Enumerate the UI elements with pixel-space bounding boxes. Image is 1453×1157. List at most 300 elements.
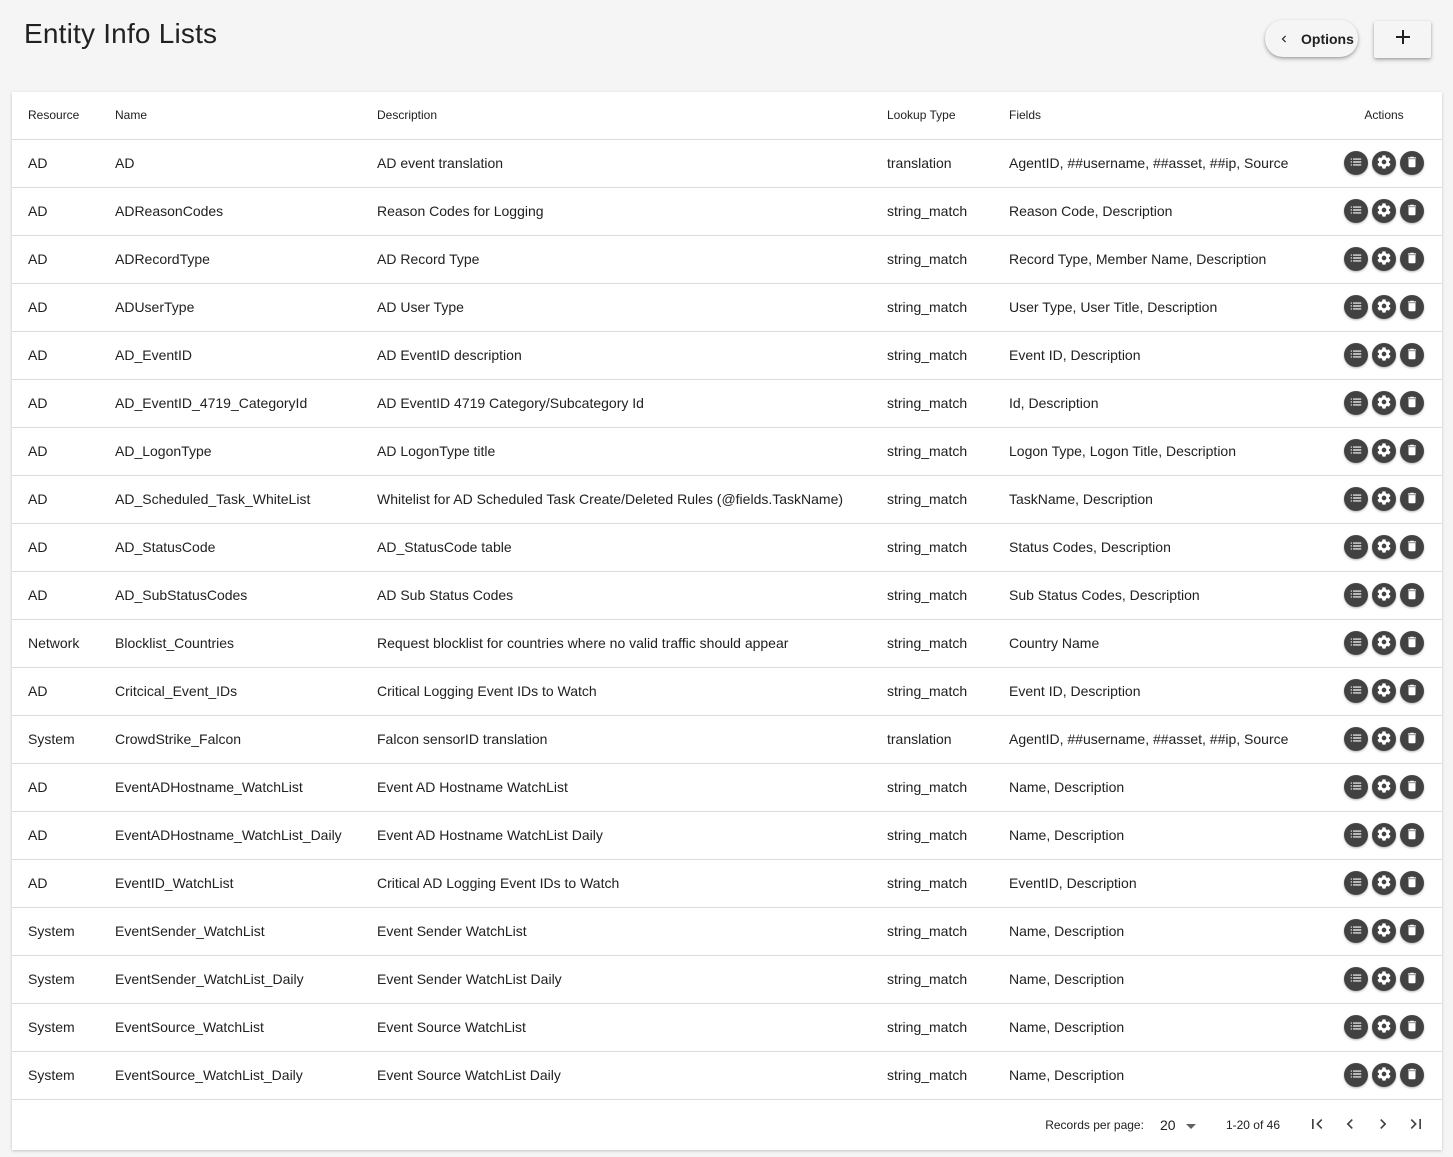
table-row[interactable] <box>12 571 1442 619</box>
gear-icon <box>1376 346 1392 365</box>
settings-button[interactable] <box>1372 151 1396 175</box>
cell-description: Event Sender WatchList Daily <box>377 955 887 1003</box>
row-actions <box>1326 295 1442 319</box>
cell-resource: System <box>12 715 115 763</box>
table-row[interactable] <box>12 1003 1442 1051</box>
delete-button[interactable] <box>1400 775 1424 799</box>
trash-icon <box>1405 347 1419 364</box>
list-icon <box>1349 683 1363 700</box>
rows-per-page-label: Records per page: <box>1045 1118 1144 1132</box>
view-items-button[interactable] <box>1344 247 1368 271</box>
list-icon <box>1349 539 1363 556</box>
gear-icon <box>1376 922 1392 941</box>
options-button[interactable] <box>1265 20 1358 57</box>
cell-actions <box>1326 811 1442 859</box>
cell-fields: Name, Description <box>1009 1051 1326 1099</box>
settings-button[interactable] <box>1372 871 1396 895</box>
table-row[interactable] <box>12 187 1442 235</box>
row-actions <box>1326 439 1442 463</box>
delete-button[interactable] <box>1400 919 1424 943</box>
table-row[interactable] <box>12 523 1442 571</box>
cell-name: AD <box>115 139 377 187</box>
table-row[interactable] <box>12 955 1442 1003</box>
view-items-button[interactable] <box>1344 823 1368 847</box>
cell-actions <box>1326 907 1442 955</box>
view-items-button[interactable] <box>1344 295 1368 319</box>
table-body <box>12 139 1442 1099</box>
cell-actions <box>1326 955 1442 1003</box>
caret-down-icon <box>1186 1117 1196 1133</box>
trash-icon <box>1405 299 1419 316</box>
delete-button[interactable] <box>1400 247 1424 271</box>
column-header-fields[interactable]: Fields <box>1009 92 1326 139</box>
view-items-button[interactable] <box>1344 1015 1368 1039</box>
cell-resource: AD <box>12 667 115 715</box>
row-actions <box>1326 199 1442 223</box>
cell-resource: AD <box>12 235 115 283</box>
cell-actions <box>1326 859 1442 907</box>
cell-lookup-type: string_match <box>887 907 1009 955</box>
cell-lookup-type: string_match <box>887 955 1009 1003</box>
cell-name: AD_SubStatusCodes <box>115 571 377 619</box>
table-row[interactable] <box>12 715 1442 763</box>
cell-name: EventSender_WatchList <box>115 907 377 955</box>
cell-lookup-type: translation <box>887 139 1009 187</box>
cell-fields: Name, Description <box>1009 1003 1326 1051</box>
cell-actions <box>1326 523 1442 571</box>
next-page-icon <box>1373 1114 1393 1137</box>
settings-button[interactable] <box>1372 727 1396 751</box>
delete-button[interactable] <box>1400 967 1424 991</box>
gear-icon <box>1376 154 1392 173</box>
cell-name: ADRecordType <box>115 235 377 283</box>
pagination-footer <box>12 1100 1442 1150</box>
cell-description: AD Record Type <box>377 235 887 283</box>
delete-button[interactable] <box>1400 871 1424 895</box>
settings-button[interactable] <box>1372 295 1396 319</box>
delete-button[interactable] <box>1400 1063 1424 1087</box>
row-actions <box>1326 919 1442 943</box>
column-header-description[interactable]: Description <box>377 92 887 139</box>
settings-button[interactable] <box>1372 967 1396 991</box>
cell-actions <box>1326 667 1442 715</box>
gear-icon <box>1376 778 1392 797</box>
last-page-icon <box>1406 1114 1426 1137</box>
cell-name: EventID_WatchList <box>115 859 377 907</box>
cell-name: AD_LogonType <box>115 427 377 475</box>
view-items-button[interactable] <box>1344 967 1368 991</box>
row-actions <box>1326 583 1442 607</box>
chevron-left-icon <box>1275 30 1293 48</box>
trash-icon <box>1405 1019 1419 1036</box>
cell-resource: AD <box>12 427 115 475</box>
cell-actions <box>1326 235 1442 283</box>
settings-button[interactable] <box>1372 535 1396 559</box>
row-actions <box>1326 775 1442 799</box>
cell-lookup-type: string_match <box>887 859 1009 907</box>
cell-description: AD_StatusCode table <box>377 523 887 571</box>
list-icon <box>1349 203 1363 220</box>
delete-button[interactable] <box>1400 535 1424 559</box>
cell-name: AD_StatusCode <box>115 523 377 571</box>
row-actions <box>1326 391 1442 415</box>
row-actions <box>1326 727 1442 751</box>
cell-actions <box>1326 139 1442 187</box>
cell-actions <box>1326 763 1442 811</box>
cell-fields: AgentID, ##username, ##asset, ##ip, Source <box>1009 139 1326 187</box>
cell-fields: Name, Description <box>1009 811 1326 859</box>
cell-actions <box>1326 427 1442 475</box>
list-icon <box>1349 731 1363 748</box>
cell-lookup-type: string_match <box>887 1003 1009 1051</box>
list-icon <box>1349 155 1363 172</box>
cell-name: EventADHostname_WatchList_Daily <box>115 811 377 859</box>
cell-name: CrowdStrike_Falcon <box>115 715 377 763</box>
trash-icon <box>1405 635 1419 652</box>
cell-resource: System <box>12 907 115 955</box>
list-icon <box>1349 443 1363 460</box>
gear-icon <box>1376 682 1392 701</box>
list-icon <box>1349 875 1363 892</box>
table-row[interactable] <box>12 1051 1442 1099</box>
trash-icon <box>1405 395 1419 412</box>
cell-lookup-type: string_match <box>887 283 1009 331</box>
gear-icon <box>1376 586 1392 605</box>
delete-button[interactable] <box>1400 823 1424 847</box>
cell-description: Reason Codes for Logging <box>377 187 887 235</box>
view-items-button[interactable] <box>1344 727 1368 751</box>
cell-description: AD event translation <box>377 139 887 187</box>
cell-resource: AD <box>12 571 115 619</box>
trash-icon <box>1405 155 1419 172</box>
gear-icon <box>1376 442 1392 461</box>
cell-name: Critcical_Event_IDs <box>115 667 377 715</box>
cell-resource: AD <box>12 763 115 811</box>
list-icon <box>1349 299 1363 316</box>
delete-button[interactable] <box>1400 343 1424 367</box>
row-actions <box>1326 631 1442 655</box>
view-items-button[interactable] <box>1344 439 1368 463</box>
cell-resource: System <box>12 955 115 1003</box>
view-items-button[interactable] <box>1344 583 1368 607</box>
cell-lookup-type: string_match <box>887 763 1009 811</box>
cell-actions <box>1326 331 1442 379</box>
settings-button[interactable] <box>1372 823 1396 847</box>
cell-fields: Logon Type, Logon Title, Description <box>1009 427 1326 475</box>
cell-fields: Reason Code, Description <box>1009 187 1326 235</box>
gear-icon <box>1376 826 1392 845</box>
cell-fields: Record Type, Member Name, Description <box>1009 235 1326 283</box>
cell-resource: AD <box>12 283 115 331</box>
table-row[interactable] <box>12 475 1442 523</box>
plus-icon <box>1395 29 1411 50</box>
cell-name: EventSource_WatchList_Daily <box>115 1051 377 1099</box>
gear-icon <box>1376 202 1392 221</box>
cell-fields: Event ID, Description <box>1009 667 1326 715</box>
cell-name: AD_EventID_4719_CategoryId <box>115 379 377 427</box>
cell-lookup-type: string_match <box>887 571 1009 619</box>
cell-actions <box>1326 1003 1442 1051</box>
cell-fields: User Type, User Title, Description <box>1009 283 1326 331</box>
cell-fields: Name, Description <box>1009 907 1326 955</box>
trash-icon <box>1405 1067 1419 1084</box>
settings-button[interactable] <box>1372 391 1396 415</box>
list-icon <box>1349 491 1363 508</box>
cell-fields: AgentID, ##username, ##asset, ##ip, Source <box>1009 715 1326 763</box>
cell-actions <box>1326 475 1442 523</box>
delete-button[interactable] <box>1400 583 1424 607</box>
trash-icon <box>1405 587 1419 604</box>
row-actions <box>1326 151 1442 175</box>
cell-actions <box>1326 283 1442 331</box>
table-row[interactable] <box>12 235 1442 283</box>
cell-fields: Name, Description <box>1009 763 1326 811</box>
table-row[interactable] <box>12 667 1442 715</box>
cell-resource: Network <box>12 619 115 667</box>
cell-actions <box>1326 1051 1442 1099</box>
cell-description: AD EventID 4719 Category/Subcategory Id <box>377 379 887 427</box>
trash-icon <box>1405 779 1419 796</box>
cell-name: EventSource_WatchList <box>115 1003 377 1051</box>
settings-button[interactable] <box>1372 679 1396 703</box>
cell-description: Event Source WatchList <box>377 1003 887 1051</box>
cell-name: EventSender_WatchList_Daily <box>115 955 377 1003</box>
cell-description: AD EventID description <box>377 331 887 379</box>
cell-resource: AD <box>12 187 115 235</box>
first-page-icon <box>1307 1114 1327 1137</box>
cell-name: ADReasonCodes <box>115 187 377 235</box>
page-header <box>24 18 217 50</box>
page-title: Entity Info Lists <box>24 18 218 49</box>
cell-resource: AD <box>12 331 115 379</box>
trash-icon <box>1405 923 1419 940</box>
cell-fields: Country Name <box>1009 619 1326 667</box>
list-icon <box>1349 779 1363 796</box>
cell-lookup-type: string_match <box>887 187 1009 235</box>
list-icon <box>1349 923 1363 940</box>
cell-resource: AD <box>12 475 115 523</box>
trash-icon <box>1405 203 1419 220</box>
list-icon <box>1349 827 1363 844</box>
cell-description: Request blocklist for countries where no valid traffic should appear <box>377 619 887 667</box>
table-row[interactable] <box>12 139 1442 187</box>
view-items-button[interactable] <box>1344 871 1368 895</box>
cell-fields: Sub Status Codes, Description <box>1009 571 1326 619</box>
table-row[interactable] <box>12 619 1442 667</box>
entity-info-lists-card <box>12 92 1442 1150</box>
last-page-button[interactable] <box>1399 1109 1432 1142</box>
settings-button[interactable] <box>1372 775 1396 799</box>
table-row[interactable] <box>12 811 1442 859</box>
table-row[interactable] <box>12 283 1442 331</box>
table-header-row <box>12 92 1442 139</box>
row-actions <box>1326 823 1442 847</box>
cell-description: AD User Type <box>377 283 887 331</box>
entity-table <box>12 92 1442 1100</box>
trash-icon <box>1405 971 1419 988</box>
column-header-name[interactable]: Name <box>115 92 377 139</box>
cell-lookup-type: translation <box>887 715 1009 763</box>
settings-button[interactable] <box>1372 247 1396 271</box>
cell-description: Critical AD Logging Event IDs to Watch <box>377 859 887 907</box>
settings-button[interactable] <box>1372 919 1396 943</box>
gear-icon <box>1376 970 1392 989</box>
cell-lookup-type: string_match <box>887 523 1009 571</box>
gear-icon <box>1376 634 1392 653</box>
rows-per-page-value: 20 <box>1159 1117 1176 1133</box>
cell-lookup-type: string_match <box>887 331 1009 379</box>
cell-resource: System <box>12 1051 115 1099</box>
settings-button[interactable] <box>1372 343 1396 367</box>
trash-icon <box>1405 539 1419 556</box>
cell-description: Event Sender WatchList <box>377 907 887 955</box>
trash-icon <box>1405 875 1419 892</box>
cell-lookup-type: string_match <box>887 619 1009 667</box>
options-label: Options <box>1301 30 1354 47</box>
cell-fields: Event ID, Description <box>1009 331 1326 379</box>
page-range-text: 1-20 of 46 <box>1225 1118 1280 1132</box>
view-items-button[interactable] <box>1344 199 1368 223</box>
delete-button[interactable] <box>1400 1015 1424 1039</box>
list-icon <box>1349 587 1363 604</box>
trash-icon <box>1405 443 1419 460</box>
cell-name: ADUserType <box>115 283 377 331</box>
settings-button[interactable] <box>1372 439 1396 463</box>
cell-description: Event AD Hostname WatchList Daily <box>377 811 887 859</box>
cell-lookup-type: string_match <box>887 235 1009 283</box>
table-row[interactable] <box>12 763 1442 811</box>
gear-icon <box>1376 874 1392 893</box>
settings-button[interactable] <box>1372 199 1396 223</box>
cell-description: Critical Logging Event IDs to Watch <box>377 667 887 715</box>
next-page-button[interactable] <box>1366 1109 1399 1142</box>
cell-description: AD LogonType title <box>377 427 887 475</box>
settings-button[interactable] <box>1372 1063 1396 1087</box>
add-button[interactable] <box>1374 21 1431 58</box>
trash-icon <box>1405 251 1419 268</box>
cell-lookup-type: string_match <box>887 475 1009 523</box>
row-actions <box>1326 967 1442 991</box>
cell-resource: AD <box>12 379 115 427</box>
view-items-button[interactable] <box>1344 391 1368 415</box>
delete-button[interactable] <box>1400 439 1424 463</box>
table-row[interactable] <box>12 379 1442 427</box>
cell-actions <box>1326 571 1442 619</box>
delete-button[interactable] <box>1400 391 1424 415</box>
list-icon <box>1349 251 1363 268</box>
gear-icon <box>1376 1066 1392 1085</box>
column-header-actions: Actions <box>1326 92 1442 139</box>
cell-name: Blocklist_Countries <box>115 619 377 667</box>
cell-fields: Status Codes, Description <box>1009 523 1326 571</box>
view-items-button[interactable] <box>1344 487 1368 511</box>
cell-lookup-type: string_match <box>887 1051 1009 1099</box>
view-items-button[interactable] <box>1344 151 1368 175</box>
gear-icon <box>1376 730 1392 749</box>
trash-icon <box>1405 683 1419 700</box>
previous-page-icon <box>1340 1114 1360 1137</box>
row-actions <box>1326 343 1442 367</box>
table-row[interactable] <box>12 427 1442 475</box>
settings-button[interactable] <box>1372 1015 1396 1039</box>
cell-lookup-type: string_match <box>887 667 1009 715</box>
cell-resource: System <box>12 1003 115 1051</box>
cell-lookup-type: string_match <box>887 379 1009 427</box>
cell-name: AD_EventID <box>115 331 377 379</box>
gear-icon <box>1376 538 1392 557</box>
list-icon <box>1349 347 1363 364</box>
gear-icon <box>1376 490 1392 509</box>
row-actions <box>1326 1063 1442 1087</box>
list-icon <box>1349 395 1363 412</box>
view-items-button[interactable] <box>1344 535 1368 559</box>
delete-button[interactable] <box>1400 679 1424 703</box>
cell-fields: EventID, Description <box>1009 859 1326 907</box>
gear-icon <box>1376 394 1392 413</box>
delete-button[interactable] <box>1400 487 1424 511</box>
gear-icon <box>1376 250 1392 269</box>
view-items-button[interactable] <box>1344 343 1368 367</box>
cell-fields: TaskName, Description <box>1009 475 1326 523</box>
table-row[interactable] <box>12 907 1442 955</box>
row-actions <box>1326 487 1442 511</box>
trash-icon <box>1405 731 1419 748</box>
previous-page-button[interactable] <box>1333 1109 1366 1142</box>
cell-name: EventADHostname_WatchList <box>115 763 377 811</box>
cell-actions <box>1326 187 1442 235</box>
settings-button[interactable] <box>1372 583 1396 607</box>
trash-icon <box>1405 491 1419 508</box>
cell-actions <box>1326 379 1442 427</box>
cell-resource: AD <box>12 523 115 571</box>
cell-resource: AD <box>12 859 115 907</box>
delete-button[interactable] <box>1400 295 1424 319</box>
delete-button[interactable] <box>1400 631 1424 655</box>
delete-button[interactable] <box>1400 151 1424 175</box>
list-icon <box>1349 1019 1363 1036</box>
row-actions <box>1326 247 1442 271</box>
view-items-button[interactable] <box>1344 775 1368 799</box>
row-actions <box>1326 1015 1442 1039</box>
delete-button[interactable] <box>1400 199 1424 223</box>
cell-description: Event Source WatchList Daily <box>377 1051 887 1099</box>
cell-actions <box>1326 715 1442 763</box>
column-header-lookup-type[interactable]: Lookup Type <box>887 92 1009 139</box>
table-row[interactable] <box>12 331 1442 379</box>
gear-icon <box>1376 1018 1392 1037</box>
settings-button[interactable] <box>1372 631 1396 655</box>
cell-fields: Id, Description <box>1009 379 1326 427</box>
view-items-button[interactable] <box>1344 631 1368 655</box>
settings-button[interactable] <box>1372 487 1396 511</box>
cell-resource: AD <box>12 139 115 187</box>
cell-resource: AD <box>12 811 115 859</box>
delete-button[interactable] <box>1400 727 1424 751</box>
table-row[interactable] <box>12 859 1442 907</box>
view-items-button[interactable] <box>1344 919 1368 943</box>
rows-per-page-select[interactable] <box>1160 1117 1204 1133</box>
list-icon <box>1349 971 1363 988</box>
gear-icon <box>1376 298 1392 317</box>
view-items-button[interactable] <box>1344 1063 1368 1087</box>
first-page-button[interactable] <box>1300 1109 1333 1142</box>
row-actions <box>1326 871 1442 895</box>
list-icon <box>1349 635 1363 652</box>
cell-lookup-type: string_match <box>887 427 1009 475</box>
view-items-button[interactable] <box>1344 679 1368 703</box>
column-header-resource[interactable]: Resource <box>12 92 115 139</box>
trash-icon <box>1405 827 1419 844</box>
